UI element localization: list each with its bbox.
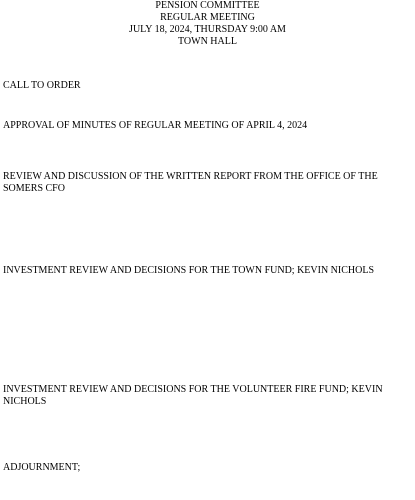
meeting-date-time: JULY 18, 2024, THURSDAY 9:00 AM xyxy=(129,24,286,35)
agenda-item-text: INVESTMENT REVIEW AND DECISIONS FOR THE TOWN FUND; KEVIN NICHOLS xyxy=(3,265,375,276)
agenda-item-text: APPROVAL OF MINUTES OF REGULAR MEETING OF APRIL 4, 2024 xyxy=(3,120,308,131)
agenda-item-text: REVIEW AND DISCUSSION OF THE WRITTEN REPORT FROM THE OFFICE OF THE SOMERS CFO xyxy=(3,171,378,194)
committee-title: PENSION COMMITTEE xyxy=(155,0,260,11)
agenda-item-adjournment xyxy=(3,462,413,474)
agenda-item-review-cfo-report xyxy=(3,171,413,195)
agenda-item-investment-town-fund xyxy=(3,265,413,277)
agenda-item-approval-of-minutes xyxy=(3,120,413,132)
agenda-header xyxy=(0,0,415,48)
meeting-location: TOWN HALL xyxy=(178,36,237,47)
agenda-item-text: CALL TO ORDER xyxy=(3,80,81,91)
agenda-item-text: ADJOURNMENT; xyxy=(3,462,81,473)
agenda-item-text: INVESTMENT REVIEW AND DECISIONS FOR THE VOLUNTEER FIRE FUND; KEVIN NICHOLS xyxy=(3,384,383,407)
meeting-type: REGULAR MEETING xyxy=(160,12,255,23)
agenda-item-investment-fire-fund xyxy=(3,384,413,408)
agenda-item-call-to-order xyxy=(3,80,413,92)
